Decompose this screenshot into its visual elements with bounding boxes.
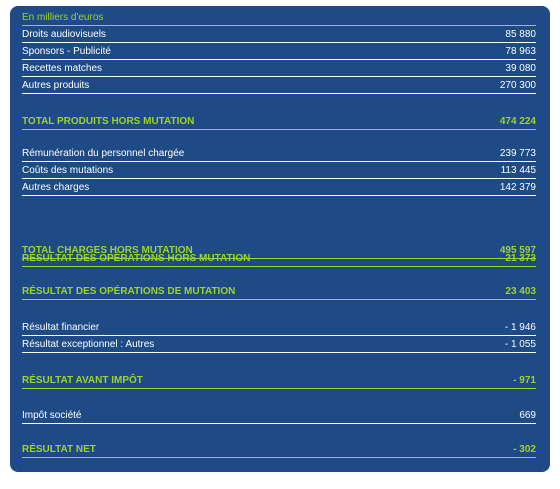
- row-value: 142 379: [499, 182, 536, 193]
- row-value: 495 597: [499, 245, 536, 256]
- table-row-autres-produits: [22, 78, 536, 94]
- total-row-resultat-mutation: [22, 284, 536, 300]
- row-value: 85 880: [505, 29, 536, 40]
- units-label: En milliers d'euros: [22, 12, 104, 23]
- total-row-resultat-hors-mutation: [22, 251, 536, 267]
- row-label: Impôt société: [22, 410, 82, 421]
- row-label: Coûts des mutations: [22, 165, 114, 176]
- row-label: Résultat exceptionnel : Autres: [22, 339, 155, 350]
- row-value: 669: [519, 410, 536, 421]
- table-row-droits: [22, 27, 536, 43]
- table-row-autres-charges: [22, 180, 536, 196]
- table-header: [22, 10, 536, 26]
- row-value: 78 963: [505, 46, 536, 57]
- table-row-resultat-financier: [22, 320, 536, 336]
- table-row-recettes: [22, 61, 536, 77]
- total-row-resultat-avant-impot: [22, 373, 536, 389]
- row-value: - 1 946: [504, 322, 536, 333]
- row-value: - 302: [513, 444, 536, 455]
- financial-table: [10, 6, 550, 472]
- table-row-sponsors: [22, 44, 536, 60]
- row-label: Autres produits: [22, 80, 90, 91]
- row-label: Autres charges: [22, 182, 90, 193]
- row-label: RÉSULTAT DES OPÉRATIONS HORS MUTATION: [22, 253, 251, 264]
- row-label: TOTAL PRODUITS HORS MUTATION: [22, 116, 195, 127]
- row-label: Résultat financier: [22, 322, 100, 333]
- row-value: - 971: [513, 375, 536, 386]
- row-value: 474 224: [499, 116, 536, 127]
- row-value: 23 403: [505, 286, 536, 297]
- row-label: RÉSULTAT DES OPÉRATIONS DE MUTATION: [22, 286, 236, 297]
- row-value: - 1 055: [504, 339, 536, 350]
- row-label: RÉSULTAT AVANT IMPÔT: [22, 375, 143, 386]
- row-value: 239 773: [499, 148, 536, 159]
- table-row-resultat-exceptionnel: [22, 337, 536, 353]
- row-value: - 21 373: [499, 253, 536, 264]
- total-row-produits: [22, 114, 536, 130]
- table-row-remuneration: [22, 146, 536, 162]
- row-label: RÉSULTAT NET: [22, 444, 96, 455]
- row-label: Droits audiovisuels: [22, 29, 106, 40]
- row-label: Recettes matches: [22, 63, 103, 74]
- row-value: 113 445: [500, 165, 536, 176]
- row-value: 270 300: [499, 80, 536, 91]
- total-row-resultat-net: [22, 442, 536, 458]
- row-label: Sponsors - Publicité: [22, 46, 111, 57]
- table-row-impot: [22, 408, 536, 424]
- table-row-couts-mutations: [22, 163, 536, 179]
- row-label: TOTAL CHARGES HORS MUTATION: [22, 245, 193, 256]
- row-label: Rémunération du personnel chargée: [22, 148, 185, 159]
- row-value: 39 080: [505, 63, 536, 74]
